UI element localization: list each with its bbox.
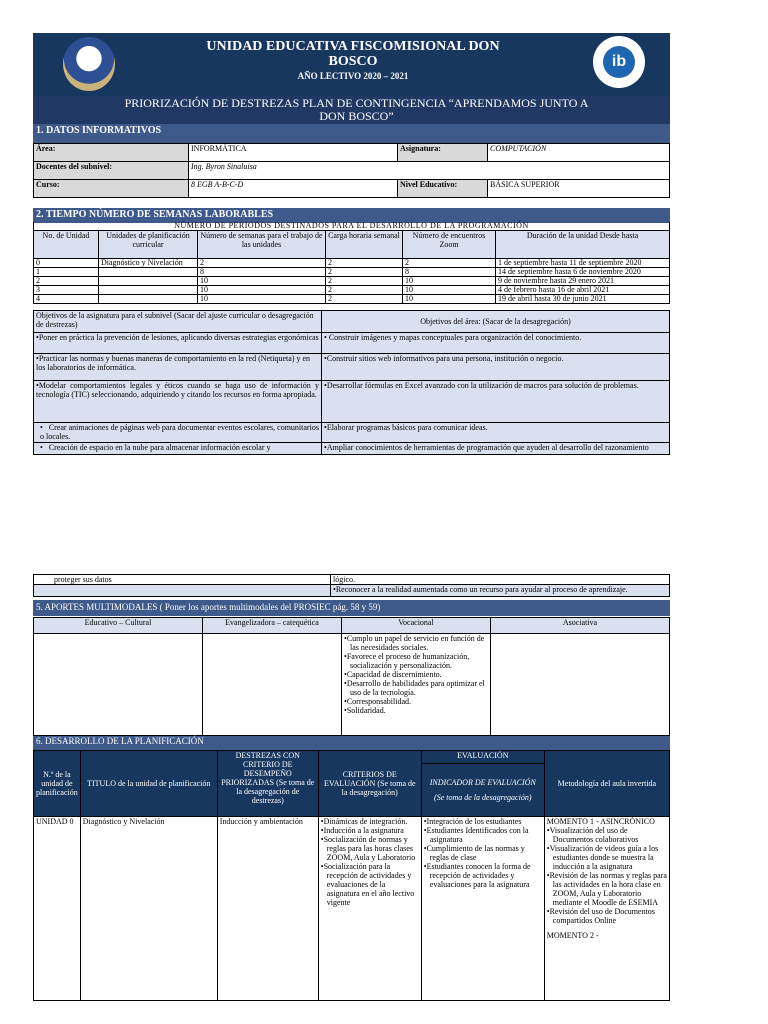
semanas-cell: 10: [403, 286, 496, 295]
metodologia-item: • Visualización del uso de Documentos colaborativos: [547, 826, 667, 844]
aportes-table: [33, 617, 670, 736]
document-header: [33, 33, 670, 96]
vocacional-item: • Corresponsabilidad.: [344, 697, 488, 706]
semanas-cell: 2: [326, 259, 403, 268]
metodologia-item: • Visualización de videos guía a los estudiantes donde se muestra la inducción a la asignatura: [547, 844, 667, 871]
semanas-cell: [99, 295, 198, 304]
vocacional-item: • Cumplo un papel de servicio en función de las necesidades sociales.: [344, 634, 488, 652]
nivel-label: Nivel Educativo:: [398, 180, 488, 198]
semanas-cell: 10: [403, 295, 496, 304]
asignatura-label: Asignatura:: [398, 144, 488, 162]
asociativa-cell: [491, 634, 670, 736]
semanas-table: [33, 222, 670, 304]
semanas-cell: 14 de septiembre hasta 6 de noviembre 2020: [496, 268, 670, 277]
educativo-cell: [34, 634, 203, 736]
docentes-label: Docentes del subnivel:: [34, 162, 189, 180]
area-value: INFORMÁTICA: [189, 144, 398, 162]
obj-left-4: • Crear animaciones de páginas web para documentar eventos escolares, comunitarios o locales.: [34, 423, 322, 443]
row-criterios: [318, 817, 421, 1001]
criterio-item: • Inducción a la asignatura: [321, 826, 419, 835]
semanas-cell: 8: [198, 268, 326, 277]
col-zoom: Número de encuentros Zoom: [403, 231, 496, 259]
semanas-cell: 10: [198, 295, 326, 304]
row-unidad: UNIDAD 0: [34, 817, 81, 1001]
objetivos-continuation: [33, 574, 670, 597]
semanas-cell: 3: [34, 286, 99, 295]
col-metodologia: Metodología del aula invertida: [544, 751, 669, 817]
criterio-item: • Dinámicas de integración.: [321, 817, 419, 826]
docentes-value: Ing. Byron Sinaluisa: [189, 162, 670, 180]
semanas-cell: [99, 277, 198, 286]
semanas-cell: 0: [34, 259, 99, 268]
criterio-item: • Socialización para la recepción de actividades y evaluaciones de la asignatura en el año lectivo vigente: [321, 862, 419, 907]
metodologia-item: • Revisión de las normas y reglas para las actividades en la hora clase en ZOOM, Aula y Laboratorio mediante el Moodle de ESEMIA: [547, 871, 667, 907]
school-name: UNIDAD EDUCATIVA FISCOMISIONAL DON BOSCO: [206, 39, 500, 69]
metodologia-list: [547, 826, 667, 925]
col-evaluacion: EVALUACIÓN: [421, 751, 544, 764]
semanas-cell: [99, 268, 198, 277]
evangelizadora-cell: [203, 634, 342, 736]
criterios-list: [321, 817, 419, 907]
row-metodologia: [544, 817, 669, 1001]
sec6-title: 6. DESARROLLO DE LA PLANIFICACIÓN: [33, 736, 670, 750]
area-label: Área:: [34, 144, 189, 162]
obj-asignatura-title: Objetivos de la asignatura para el subnivel (Sacar del ajuste curricular o desagregación de destrezas): [34, 311, 322, 333]
vocacional-list: [344, 634, 488, 715]
col-vocacional: Vocacional: [342, 618, 491, 634]
cont-right-a: lógico.: [331, 575, 670, 585]
obj-left-5: • Creación de espacio en la nube para almacenar información escolar y: [34, 443, 322, 455]
semanas-cell: 10: [198, 286, 326, 295]
indicadores-list: [424, 817, 542, 889]
semanas-cell: Diagnóstico y Nivelación: [99, 259, 198, 268]
col-no-unidad: No. de Unidad: [34, 231, 99, 259]
sec5-title: 5. APORTES MULTIMODALES ( Poner los aportes multimodales del PROSIEC pág. 58 y 59): [33, 600, 670, 616]
col-educativo: Educativo – Cultural: [34, 618, 203, 634]
semanas-cell: 2: [198, 259, 326, 268]
vocacional-item: • Favorece el proceso de humanización, socialización y personalización.: [344, 652, 488, 670]
semanas-cell: 2: [326, 268, 403, 277]
semanas-cell: 9 de noviembre hasta 29 enero 2021: [496, 277, 670, 286]
indicador-item: • Estudiantes conocen la forma de recepción de actividades y evaluaciones para la asignatura: [424, 862, 542, 889]
col-carga: Carga horaria semanal: [326, 231, 403, 259]
obj-right-4: •Elaborar programas básicos para comunicar ideas.: [322, 423, 670, 443]
col-destrezas: DESTREZAS CON CRITERIO DE DESEMPEÑO PRIORIZADAS (Se toma de la desagregación de destrezas): [217, 751, 318, 817]
semanas-cell: 2: [326, 295, 403, 304]
semanas-cell: 8: [403, 268, 496, 277]
momento-1: MOMENTO 1 - ASINCRÓNICO: [546, 817, 655, 826]
metodologia-item: • Revisión del uso de Documentos compartidos Online: [547, 907, 667, 925]
planificacion-table: [33, 750, 670, 1001]
cont-right-b: •Reconocer a la realidad aumentada como un recurso para ayudar al proceso de aprendizaje.: [331, 585, 670, 597]
indicador-item: • Estudiantes Identificados con la asignatura: [424, 826, 542, 844]
semanas-cell: 1: [34, 268, 99, 277]
document-subtitle: PRIORIZACIÓN DE DESTREZAS PLAN DE CONTINGENCIA “APRENDAMOS JUNTO A DON BOSCO”: [33, 96, 670, 124]
semanas-cell: 19 de abril hasta 30 de junio 2021: [496, 295, 670, 304]
semanas-cell: 2: [403, 259, 496, 268]
obj-left-2: •Practicar las normas y buenas maneras de comportamiento en la red (Netiqueta) y en los laboratorios de informática.: [34, 354, 322, 381]
row-destreza: Inducción y ambientación: [217, 817, 318, 1001]
objetivos-table: [33, 310, 670, 455]
sec1-title: 1. DATOS INFORMATIVOS: [33, 124, 670, 144]
col-unidades: Unidades de planificación curricular: [99, 231, 198, 259]
obj-area-title: Objetivos del área: (Sacar de la desagregación): [322, 311, 670, 333]
semanas-cell: 10: [198, 277, 326, 286]
vocacional-cell: [342, 634, 491, 736]
obj-right-2: •Construir sitios web informativos para una persona, institución o negocio.: [322, 354, 670, 381]
obj-right-5: •Ampliar conocimientos de herramientas de programación que ayuden al desarrollo del razonamiento: [322, 443, 670, 455]
semanas-row: [34, 295, 670, 304]
cont-left: proteger sus datos: [34, 575, 331, 585]
school-year: AÑO LECTIVO 2020 – 2021: [297, 71, 409, 81]
semanas-cell: 4: [34, 295, 99, 304]
col-indicador: INDICADOR DE EVALUACIÓN (Se toma de la desagregación): [421, 764, 544, 817]
semanas-cell: 2: [326, 277, 403, 286]
curso-value: 8 EGB A-B-C-D: [189, 180, 398, 198]
asignatura-value: COMPUTACIÓN: [488, 144, 670, 162]
obj-left-1: •Poner en práctica la prevención de lesiones, aplicando diversas estrategias ergonómicas: [34, 333, 322, 354]
indicador-item: • Integración de los estudiantes: [424, 817, 542, 826]
vocacional-item: • Solidaridad.: [344, 706, 488, 715]
sec2-title: 2. TIEMPO NÚMERO DE SEMANAS LABORABLES: [33, 208, 670, 223]
obj-right-3: •Desarrollar fórmulas en Excel avanzado con la utilización de macros para solución de problemas.: [322, 381, 670, 423]
vocacional-item: • Desarrollo de habilidades para optimizar el uso de la tecnología.: [344, 679, 488, 697]
vocacional-item: • Capacidad de discernimiento.: [344, 670, 488, 679]
ib-logo: ib: [593, 36, 645, 88]
col-n-unidad: N.º de la unidad de planificación: [34, 751, 81, 817]
semanas-cell: 10: [403, 277, 496, 286]
school-crest-logo: [63, 37, 115, 91]
col-titulo: TITULO de la unidad de planificación: [80, 751, 217, 817]
semanas-cell: 2: [326, 286, 403, 295]
col-semanas: Número de semanas para el trabajo de las unidades: [198, 231, 326, 259]
row-indicadores: [421, 817, 544, 1001]
semanas-cell: 2: [34, 277, 99, 286]
col-criterios: CRITERIOS DE EVALUACIÓN (Se toma de la desagregación): [318, 751, 421, 817]
semanas-cell: 1 de septiembre hasta 11 de septiembre 2020: [496, 259, 670, 268]
periods-title: NÚMERO DE PERIODOS DESTINADOS PARA EL DESARROLLO DE LA PROGRAMACIÓN: [34, 222, 670, 231]
criterio-item: • Socialización de normas y reglas para las horas clases ZOOM, Aula y Laboratorio: [321, 835, 419, 862]
col-duracion: Duración de la unidad Desde hasta: [496, 231, 670, 259]
row-titulo: Diagnóstico y Nivelación: [80, 817, 217, 1001]
momento-2: MOMENTO 2 -: [546, 931, 599, 940]
nivel-value: BÁSICA SUPERIOR: [488, 180, 670, 198]
semanas-cell: 4 de febrero hasta 16 de abril 2021: [496, 286, 670, 295]
semanas-cell: [99, 286, 198, 295]
indicador-item: • Cumplimiento de las normas y reglas de clase: [424, 844, 542, 862]
obj-left-3: •Modelar comportamientos legales y éticos cuando se haga uso de información y tecnología (TIC) seleccionando, adquiriendo y citando los recursos en forma apropiada.: [34, 381, 322, 423]
col-evangelizadora: Evangelizadora – catequética: [203, 618, 342, 634]
obj-right-1: • Construir imágenes y mapas conceptuales para organización del conocimiento.: [322, 333, 670, 354]
datos-informativos-table: [33, 143, 670, 198]
curso-label: Curso:: [34, 180, 189, 198]
col-asociativa: Asociativa: [491, 618, 670, 634]
